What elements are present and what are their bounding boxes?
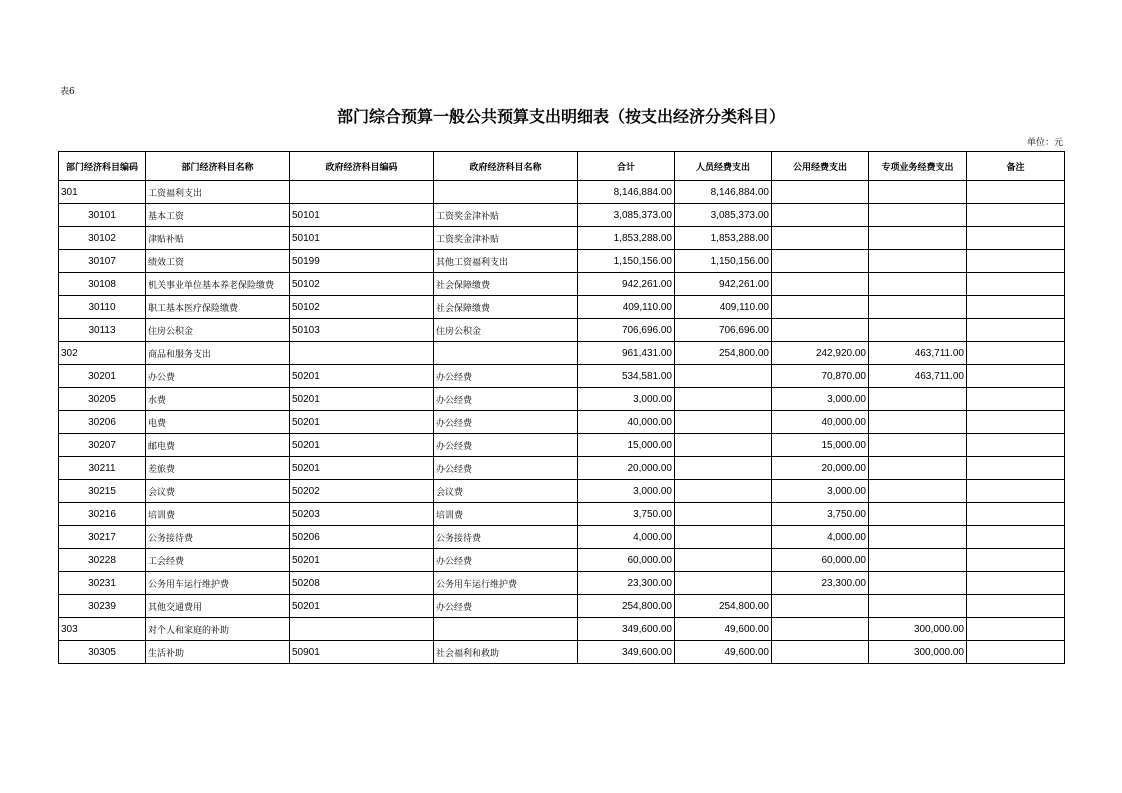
dept-name-cell: 培训费 (146, 503, 290, 526)
special-cell: 463,711.00 (869, 365, 967, 388)
header-gov-name: 政府经济科目名称 (434, 152, 578, 181)
dept-code-cell: 30101 (59, 204, 146, 227)
table-row (59, 503, 1065, 526)
header-row (59, 152, 1065, 181)
total-cell: 409,110.00 (578, 296, 675, 319)
gov-name-cell: 社会福利和救助 (434, 641, 578, 664)
personnel-cell: 49,600.00 (675, 641, 772, 664)
public-cell: 15,000.00 (772, 434, 869, 457)
table-row (59, 434, 1065, 457)
note-cell (967, 480, 1065, 503)
note-cell (967, 641, 1065, 664)
gov-code-cell: 50208 (290, 572, 434, 595)
dept-name-cell: 电费 (146, 411, 290, 434)
dept-name-cell: 对个人和家庭的补助 (146, 618, 290, 641)
gov-code-cell: 50201 (290, 595, 434, 618)
note-cell (967, 227, 1065, 250)
table-row (59, 388, 1065, 411)
note-cell (967, 549, 1065, 572)
total-cell: 706,696.00 (578, 319, 675, 342)
note-cell (967, 181, 1065, 204)
dept-code-cell: 30228 (59, 549, 146, 572)
gov-code-cell: 50101 (290, 227, 434, 250)
special-cell (869, 411, 967, 434)
gov-name-cell: 办公经费 (434, 549, 578, 572)
personnel-cell (675, 388, 772, 411)
special-cell (869, 457, 967, 480)
public-cell (772, 296, 869, 319)
dept-name-cell: 水费 (146, 388, 290, 411)
gov-name-cell: 工资奖金津补贴 (434, 204, 578, 227)
total-cell: 254,800.00 (578, 595, 675, 618)
gov-name-cell: 住房公积金 (434, 319, 578, 342)
special-cell: 300,000.00 (869, 618, 967, 641)
public-cell (772, 181, 869, 204)
header-note: 备注 (967, 152, 1065, 181)
table-row (59, 273, 1065, 296)
gov-code-cell: 50901 (290, 641, 434, 664)
public-cell (772, 618, 869, 641)
total-cell: 3,750.00 (578, 503, 675, 526)
dept-code-cell: 30239 (59, 595, 146, 618)
personnel-cell: 8,146,884.00 (675, 181, 772, 204)
dept-name-cell: 公务接待费 (146, 526, 290, 549)
special-cell (869, 480, 967, 503)
gov-name-cell: 公务用车运行维护费 (434, 572, 578, 595)
dept-code-cell: 30206 (59, 411, 146, 434)
special-cell (869, 549, 967, 572)
total-cell: 1,853,288.00 (578, 227, 675, 250)
special-cell (869, 595, 967, 618)
gov-name-cell: 社会保障缴费 (434, 296, 578, 319)
personnel-cell (675, 572, 772, 595)
total-cell: 1,150,156.00 (578, 250, 675, 273)
gov-code-cell: 50102 (290, 296, 434, 319)
total-cell: 20,000.00 (578, 457, 675, 480)
dept-name-cell: 邮电费 (146, 434, 290, 457)
gov-code-cell: 50201 (290, 388, 434, 411)
special-cell (869, 227, 967, 250)
dept-name-cell: 职工基本医疗保险缴费 (146, 296, 290, 319)
dept-code-cell: 30113 (59, 319, 146, 342)
personnel-cell: 409,110.00 (675, 296, 772, 319)
personnel-cell (675, 411, 772, 434)
dept-name-cell: 办公费 (146, 365, 290, 388)
dept-name-cell: 工会经费 (146, 549, 290, 572)
header-total: 合计 (578, 152, 675, 181)
gov-name-cell: 工资奖金津补贴 (434, 227, 578, 250)
dept-code-cell: 30110 (59, 296, 146, 319)
table-row (59, 595, 1065, 618)
gov-name-cell: 其他工资福利支出 (434, 250, 578, 273)
personnel-cell: 49,600.00 (675, 618, 772, 641)
dept-code-cell: 30205 (59, 388, 146, 411)
table-row (59, 250, 1065, 273)
gov-code-cell (290, 618, 434, 641)
note-cell (967, 388, 1065, 411)
gov-name-cell (434, 342, 578, 365)
gov-name-cell: 办公经费 (434, 365, 578, 388)
special-cell (869, 204, 967, 227)
dept-code-cell: 30107 (59, 250, 146, 273)
unit-label: 单位：元 (1026, 138, 1063, 148)
total-cell: 40,000.00 (578, 411, 675, 434)
note-cell (967, 526, 1065, 549)
public-cell: 70,870.00 (772, 365, 869, 388)
gov-code-cell: 50206 (290, 526, 434, 549)
public-cell (772, 227, 869, 250)
table-row-category (59, 618, 1065, 641)
dept-code-cell: 30207 (59, 434, 146, 457)
dept-name-cell: 机关事业单位基本养老保险缴费 (146, 273, 290, 296)
table-row (59, 296, 1065, 319)
dept-code-cell: 303 (59, 618, 146, 641)
gov-code-cell: 50103 (290, 319, 434, 342)
header-gov-code: 政府经济科目编码 (290, 152, 434, 181)
total-cell: 4,000.00 (578, 526, 675, 549)
public-cell: 3,000.00 (772, 480, 869, 503)
table-row (59, 526, 1065, 549)
dept-code-cell: 30108 (59, 273, 146, 296)
special-cell (869, 250, 967, 273)
note-cell (967, 572, 1065, 595)
gov-name-cell: 培训费 (434, 503, 578, 526)
dept-code-cell: 30215 (59, 480, 146, 503)
table-row (59, 411, 1065, 434)
dept-name-cell: 工资福利支出 (146, 181, 290, 204)
table-row-category (59, 181, 1065, 204)
dept-name-cell: 津贴补贴 (146, 227, 290, 250)
personnel-cell: 254,800.00 (675, 595, 772, 618)
note-cell (967, 434, 1065, 457)
gov-name-cell: 办公经费 (434, 411, 578, 434)
total-cell: 60,000.00 (578, 549, 675, 572)
personnel-cell: 1,853,288.00 (675, 227, 772, 250)
special-cell (869, 181, 967, 204)
special-cell: 463,711.00 (869, 342, 967, 365)
gov-name-cell (434, 618, 578, 641)
gov-code-cell: 50102 (290, 273, 434, 296)
personnel-cell (675, 526, 772, 549)
personnel-cell (675, 434, 772, 457)
table-row (59, 227, 1065, 250)
total-cell: 3,085,373.00 (578, 204, 675, 227)
special-cell (869, 572, 967, 595)
table-row (59, 549, 1065, 572)
personnel-cell (675, 365, 772, 388)
dept-code-cell: 30216 (59, 503, 146, 526)
table-row (59, 319, 1065, 342)
personnel-cell: 942,261.00 (675, 273, 772, 296)
gov-code-cell: 50201 (290, 365, 434, 388)
personnel-cell: 1,150,156.00 (675, 250, 772, 273)
gov-code-cell: 50201 (290, 434, 434, 457)
public-cell (772, 319, 869, 342)
personnel-cell (675, 503, 772, 526)
total-cell: 349,600.00 (578, 641, 675, 664)
total-cell: 8,146,884.00 (578, 181, 675, 204)
dept-name-cell: 基本工资 (146, 204, 290, 227)
gov-name-cell: 会议费 (434, 480, 578, 503)
special-cell (869, 503, 967, 526)
gov-name-cell: 办公经费 (434, 595, 578, 618)
total-cell: 23,300.00 (578, 572, 675, 595)
total-cell: 349,600.00 (578, 618, 675, 641)
dept-name-cell: 其他交通费用 (146, 595, 290, 618)
gov-name-cell: 公务接待费 (434, 526, 578, 549)
personnel-cell: 254,800.00 (675, 342, 772, 365)
table-row (59, 641, 1065, 664)
header-dept-name: 部门经济科目名称 (146, 152, 290, 181)
public-cell (772, 641, 869, 664)
gov-code-cell: 50202 (290, 480, 434, 503)
total-cell: 534,581.00 (578, 365, 675, 388)
special-cell (869, 273, 967, 296)
header-special: 专项业务经费支出 (869, 152, 967, 181)
public-cell: 242,920.00 (772, 342, 869, 365)
personnel-cell: 706,696.00 (675, 319, 772, 342)
gov-name-cell: 办公经费 (434, 457, 578, 480)
public-cell (772, 273, 869, 296)
page-title: 部门综合预算一般公共预算支出明细表（按支出经济分类科目） (336, 107, 785, 126)
note-cell (967, 365, 1065, 388)
dept-name-cell: 差旅费 (146, 457, 290, 480)
special-cell: 300,000.00 (869, 641, 967, 664)
gov-name-cell: 社会保障缴费 (434, 273, 578, 296)
table-row (59, 457, 1065, 480)
gov-code-cell (290, 342, 434, 365)
public-cell (772, 595, 869, 618)
gov-code-cell: 50201 (290, 549, 434, 572)
dept-name-cell: 住房公积金 (146, 319, 290, 342)
note-cell (967, 319, 1065, 342)
note-cell (967, 595, 1065, 618)
total-cell: 3,000.00 (578, 388, 675, 411)
total-cell: 961,431.00 (578, 342, 675, 365)
header-personnel: 人员经费支出 (675, 152, 772, 181)
budget-table (58, 151, 1065, 664)
dept-code-cell: 30201 (59, 365, 146, 388)
total-cell: 15,000.00 (578, 434, 675, 457)
special-cell (869, 526, 967, 549)
public-cell: 20,000.00 (772, 457, 869, 480)
gov-name-cell: 办公经费 (434, 388, 578, 411)
dept-code-cell: 30102 (59, 227, 146, 250)
public-cell: 3,750.00 (772, 503, 869, 526)
table-row (59, 204, 1065, 227)
personnel-cell (675, 457, 772, 480)
dept-name-cell: 会议费 (146, 480, 290, 503)
gov-code-cell (290, 181, 434, 204)
table-row (59, 480, 1065, 503)
note-cell (967, 296, 1065, 319)
table-row-category (59, 342, 1065, 365)
note-cell (967, 250, 1065, 273)
gov-code-cell: 50203 (290, 503, 434, 526)
public-cell: 60,000.00 (772, 549, 869, 572)
note-cell (967, 204, 1065, 227)
special-cell (869, 388, 967, 411)
dept-name-cell: 公务用车运行维护费 (146, 572, 290, 595)
personnel-cell (675, 549, 772, 572)
public-cell (772, 250, 869, 273)
header-public: 公用经费支出 (772, 152, 869, 181)
public-cell (772, 204, 869, 227)
total-cell: 942,261.00 (578, 273, 675, 296)
dept-name-cell: 绩效工资 (146, 250, 290, 273)
gov-name-cell: 办公经费 (434, 434, 578, 457)
table-number: 表6 (60, 87, 75, 97)
public-cell: 40,000.00 (772, 411, 869, 434)
dept-code-cell: 30217 (59, 526, 146, 549)
note-cell (967, 411, 1065, 434)
public-cell: 4,000.00 (772, 526, 869, 549)
special-cell (869, 434, 967, 457)
gov-code-cell: 50101 (290, 204, 434, 227)
public-cell: 3,000.00 (772, 388, 869, 411)
dept-code-cell: 301 (59, 181, 146, 204)
table-row (59, 572, 1065, 595)
dept-code-cell: 30305 (59, 641, 146, 664)
gov-name-cell (434, 181, 578, 204)
note-cell (967, 503, 1065, 526)
gov-code-cell: 50199 (290, 250, 434, 273)
dept-code-cell: 30231 (59, 572, 146, 595)
note-cell (967, 457, 1065, 480)
dept-code-cell: 302 (59, 342, 146, 365)
gov-code-cell: 50201 (290, 457, 434, 480)
total-cell: 3,000.00 (578, 480, 675, 503)
dept-code-cell: 30211 (59, 457, 146, 480)
dept-name-cell: 商品和服务支出 (146, 342, 290, 365)
note-cell (967, 273, 1065, 296)
dept-name-cell: 生活补助 (146, 641, 290, 664)
note-cell (967, 618, 1065, 641)
personnel-cell (675, 480, 772, 503)
note-cell (967, 342, 1065, 365)
header-dept-code: 部门经济科目编码 (59, 152, 146, 181)
public-cell: 23,300.00 (772, 572, 869, 595)
gov-code-cell: 50201 (290, 411, 434, 434)
special-cell (869, 319, 967, 342)
personnel-cell: 3,085,373.00 (675, 204, 772, 227)
table-row (59, 365, 1065, 388)
special-cell (869, 296, 967, 319)
